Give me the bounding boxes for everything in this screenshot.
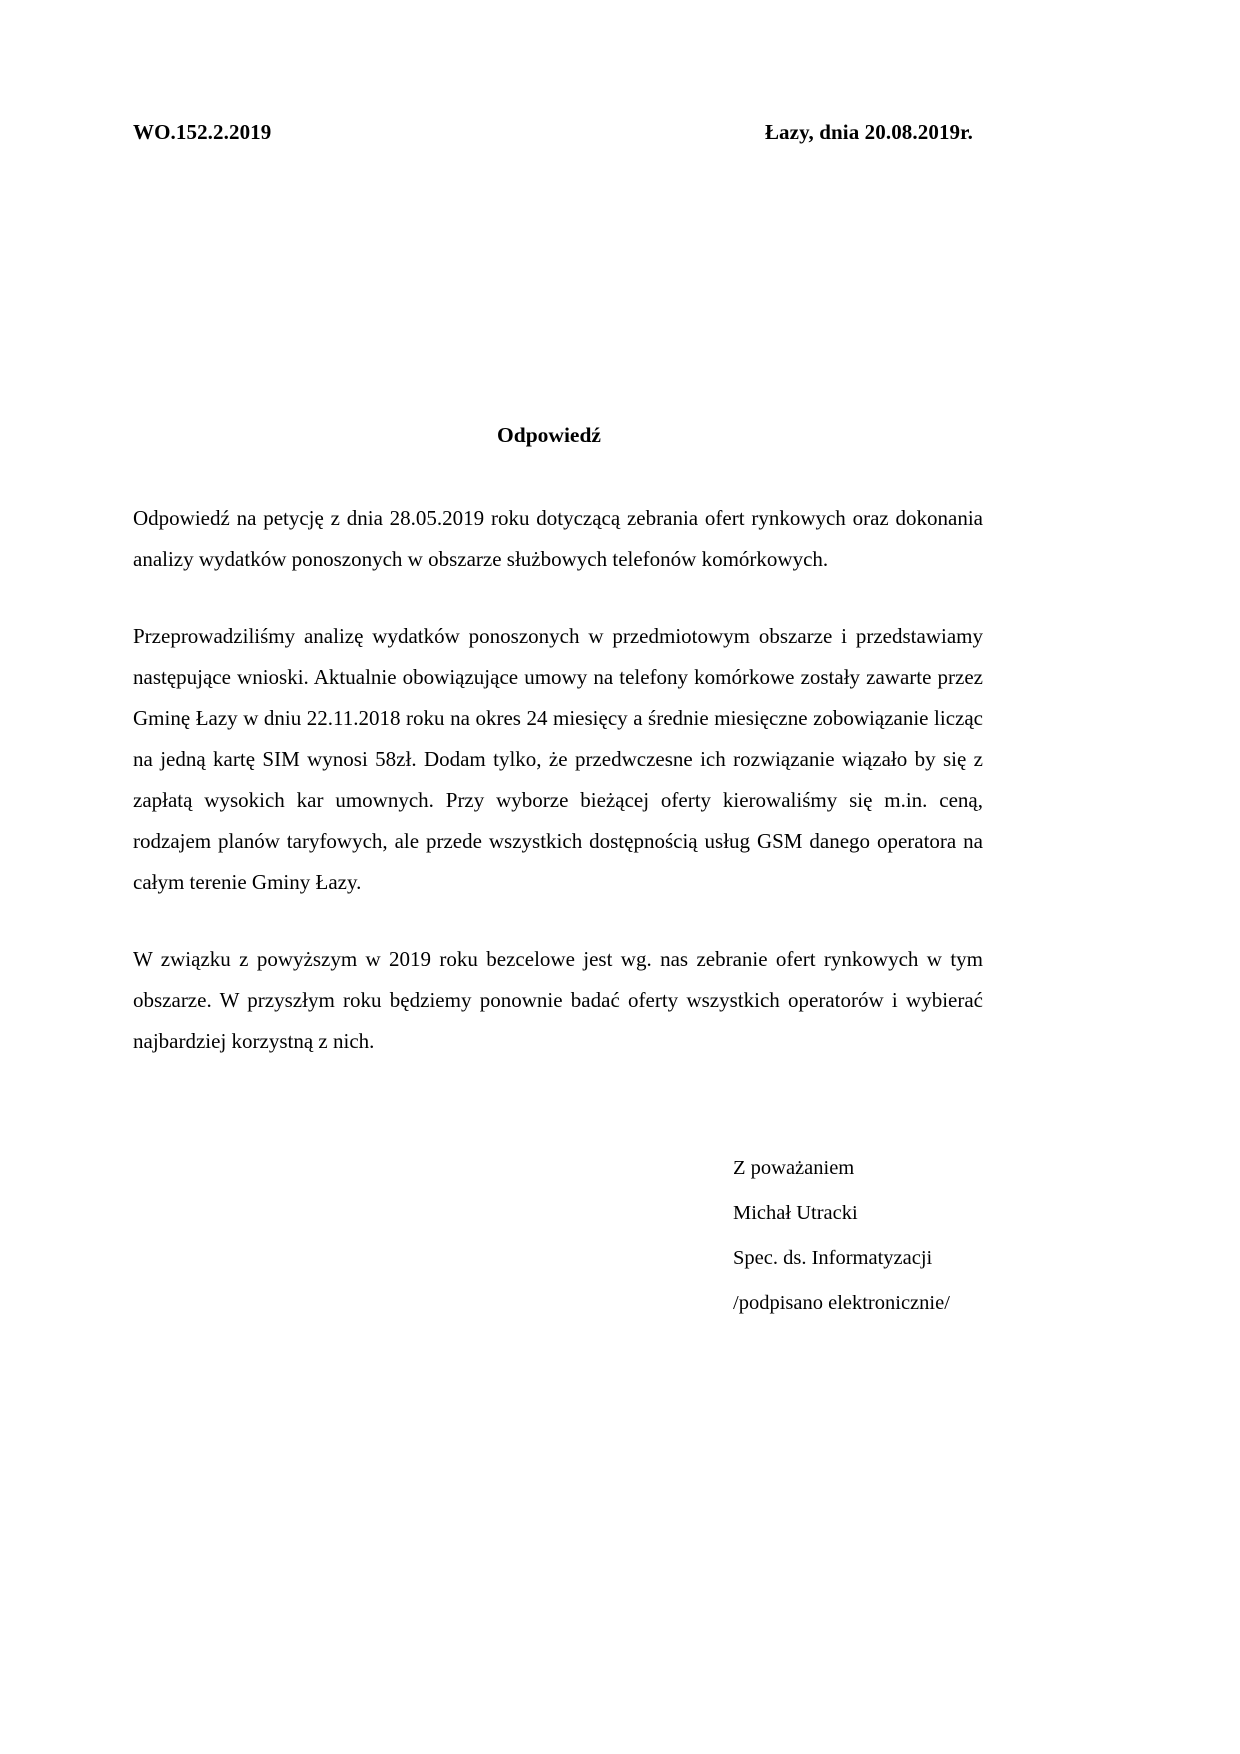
paragraph-3: W związku z powyższym w 2019 roku bezcelowe jest wg. nas zebranie ofert rynkowych w tym obszarze. W przyszłym roku będziemy ponownie badać oferty wszystkich operatorów i wybierać najbardziej korzystną z nich. — [133, 947, 983, 1053]
paragraph-2: Przeprowadziliśmy analizę wydatków ponoszonych w przedmiotowym obszarze i przedstawiamy następujące wnioski. Aktualnie obowiązujące umowy na telefony komórkowe zostały zawarte przez Gminę Łazy w dniu 22.11.2018 roku na okres 24 miesięcy a średnie miesięczne zobowiązanie licząc na jedną kartę SIM wynosi 58zł. Dodam tylko, że przedwczesne ich rozwiązanie wiązało by się z zapłatą wysokich kar umownych. Przy wyborze bieżącej oferty kierowaliśmy się m.in. ceną, rodzajem planów taryfowych, ale przede wszystkich dostępnością usług GSM danego operatora na całym terenie Gminy Łazy. — [133, 624, 983, 894]
document-body — [133, 120, 983, 1326]
signature-block — [733, 1146, 983, 1326]
paragraph-1: Odpowiedź na petycję z dnia 28.05.2019 roku dotyczącą zebrania ofert rynkowych oraz dokonania analizy wydatków ponoszonych w obszarze służbowych telefonów komórkowych. — [133, 506, 983, 571]
document-title: Odpowiedź — [497, 423, 601, 447]
reference-number: WO.152.2.2019 — [133, 120, 272, 144]
place-and-date: Łazy, dnia 20.08.2019r. — [764, 120, 973, 144]
document-header — [133, 120, 983, 145]
signature-closing: Z poważaniem — [733, 1157, 855, 1179]
signature-name: Michał Utracki — [733, 1202, 858, 1224]
signature-note: /podpisano elektronicznie/ — [733, 1292, 950, 1314]
signature-position: Spec. ds. Informatyzacji — [733, 1247, 933, 1269]
